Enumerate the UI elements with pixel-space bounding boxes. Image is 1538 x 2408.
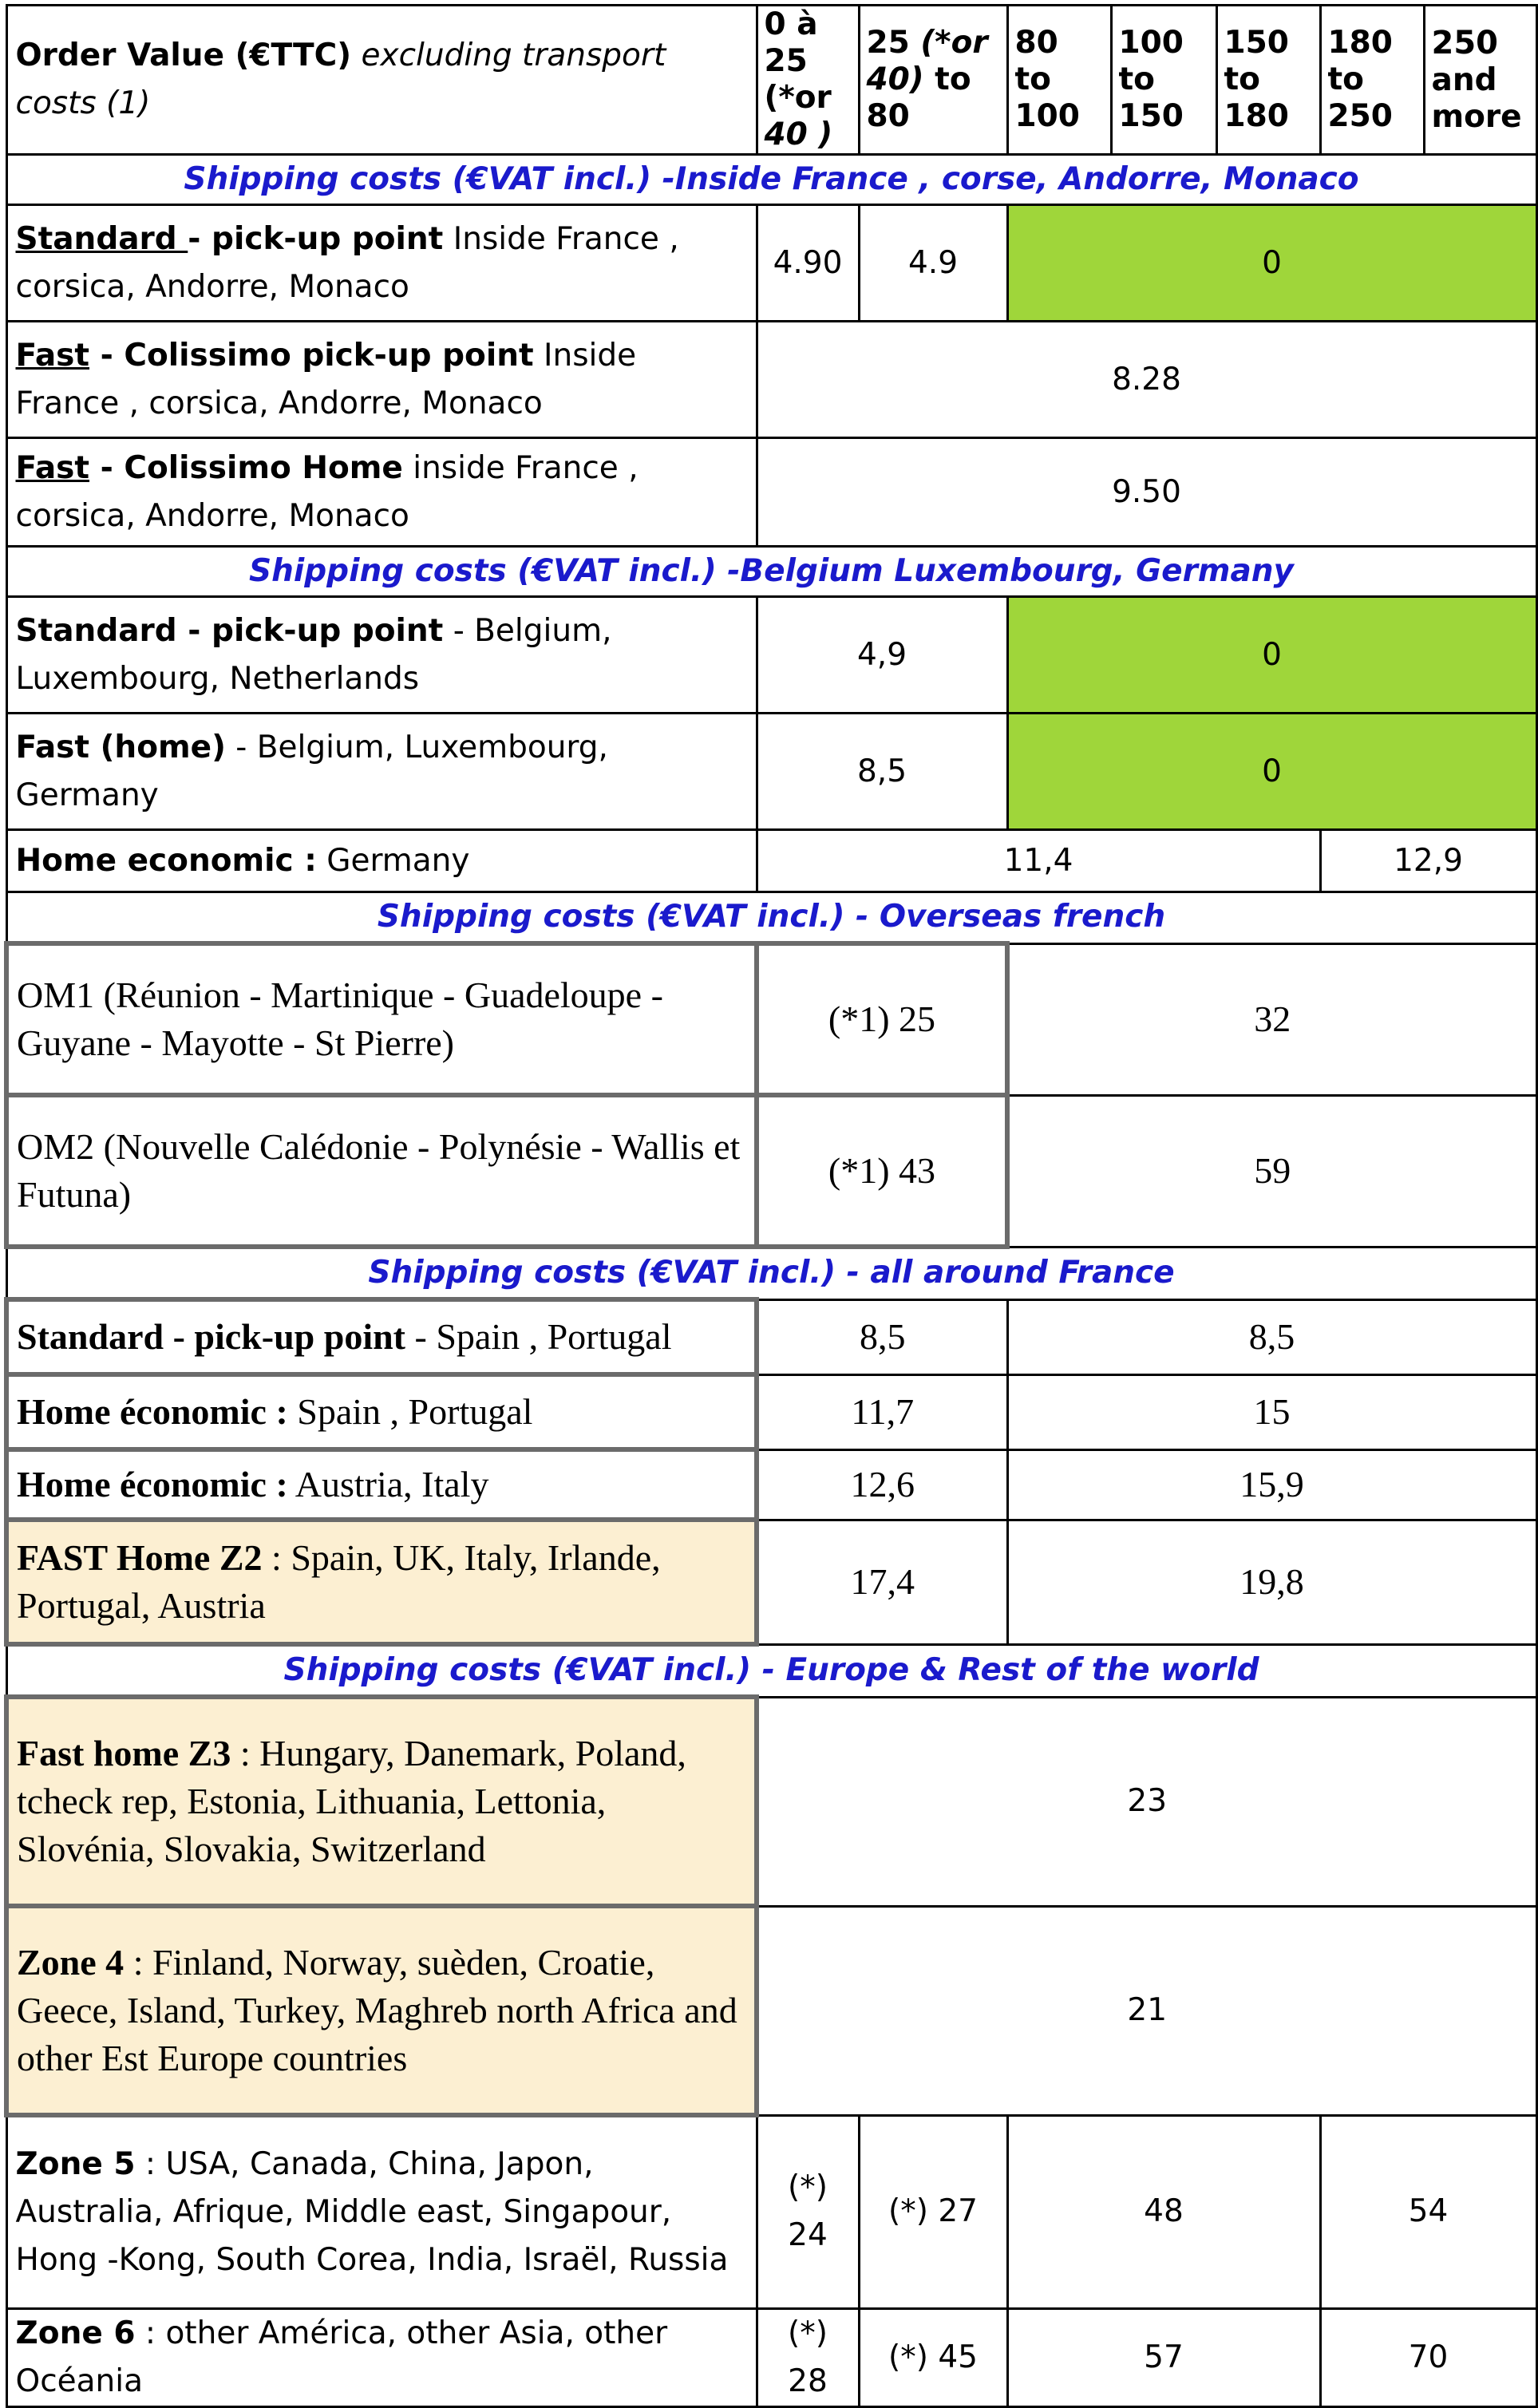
section-title: Shipping costs (€VAT incl.) - Overseas french — [6, 892, 1536, 944]
value-cell: 12,9 — [1320, 830, 1536, 892]
value-cell: (*) 28 — [757, 2308, 859, 2406]
shipping-rates-sheet — [4, 4, 1538, 2408]
col-header-80-100: 80 to 100 — [1007, 6, 1111, 155]
table-row — [6, 1906, 1536, 2115]
section-overseas — [6, 892, 1536, 944]
table-row — [6, 943, 1536, 1095]
value-cell: 8,5 — [1007, 1299, 1536, 1374]
value-cell: 70 — [1320, 2308, 1536, 2406]
table-row — [6, 2115, 1536, 2308]
table-row — [6, 1520, 1536, 1644]
value-cell: 4.90 — [757, 205, 859, 322]
row-label: Standard - pick-up point - Belgium, Luxembourg, Netherlands — [6, 597, 757, 714]
section-around-france — [6, 1247, 1536, 1299]
value-cell: 19,8 — [1007, 1520, 1536, 1644]
value-cell: 15,9 — [1007, 1449, 1536, 1520]
value-cell-free: 0 — [1007, 714, 1536, 830]
table-row — [6, 1374, 1536, 1449]
col-header-180-250: 180 to 250 — [1320, 6, 1424, 155]
row-label: Home économic : Spain , Portugal — [6, 1374, 757, 1449]
value-cell: (*1) 43 — [757, 1095, 1007, 1247]
header-row — [6, 6, 1536, 155]
value-cell-free: 0 — [1007, 205, 1536, 322]
section-title: Shipping costs (€VAT incl.) - Europe & Rest of the world — [6, 1644, 1536, 1697]
row-label: Fast home Z3 : Hungary, Danemark, Poland, tcheck rep, Estonia, Lithuania, Lettonia, Slovénia, Slovakia, Switzerland — [6, 1697, 757, 1906]
value-cell: (*) 27 — [859, 2115, 1007, 2308]
order-value-header: Order Value (€TTC) excluding transport costs (1) — [6, 6, 757, 155]
value-cell: 8,5 — [757, 714, 1007, 830]
row-label: Standard - pick-up point Inside France , corsica, Andorre, Monaco — [6, 205, 757, 322]
value-cell: 4.9 — [859, 205, 1007, 322]
section-france — [6, 155, 1536, 205]
row-label: Home économic : Austria, Italy — [6, 1449, 757, 1520]
col-header-0-25: 0 à 25 (*or 40 ) — [757, 6, 859, 155]
table-row — [6, 1697, 1536, 1906]
value-cell-free: 0 — [1007, 597, 1536, 714]
table-row — [6, 322, 1536, 438]
value-cell: 11,7 — [757, 1374, 1007, 1449]
section-benelux — [6, 547, 1536, 597]
table-row — [6, 205, 1536, 322]
table-row — [6, 597, 1536, 714]
col-header-25-80: 25 (*or 40) to 80 — [859, 6, 1007, 155]
row-label: FAST Home Z2 : Spain, UK, Italy, Irlande, Portugal, Austria — [6, 1520, 757, 1644]
value-cell: (*) 45 — [859, 2308, 1007, 2406]
section-title: Shipping costs (€VAT incl.) -Inside France , corse, Andorre, Monaco — [6, 155, 1536, 205]
table-row — [6, 1095, 1536, 1247]
col-header-250-more: 250 and more — [1424, 6, 1536, 155]
value-cell: 59 — [1007, 1095, 1536, 1247]
row-label: Fast - Colissimo pick-up point Inside France , corsica, Andorre, Monaco — [6, 322, 757, 438]
value-cell: 32 — [1007, 943, 1536, 1095]
table-row — [6, 714, 1536, 830]
row-label: Zone 4 : Finland, Norway, suèden, Croatie, Geece, Island, Turkey, Maghreb north Africa and other Est Europe countries — [6, 1906, 757, 2115]
table-row — [6, 438, 1536, 547]
row-label: Standard - pick-up point - Spain , Portugal — [6, 1299, 757, 1374]
value-cell: 9.50 — [757, 438, 1536, 547]
section-title: Shipping costs (€VAT incl.) -Belgium Luxembourg, Germany — [6, 547, 1536, 597]
value-cell: 48 — [1007, 2115, 1320, 2308]
row-label: OM1 (Réunion - Martinique - Guadeloupe - Guyane - Mayotte - St Pierre) — [6, 943, 757, 1095]
table-row — [6, 830, 1536, 892]
value-cell: 4,9 — [757, 597, 1007, 714]
row-label: Zone 6 : other América, other Asia, other Océania — [6, 2308, 757, 2406]
row-label: OM2 (Nouvelle Calédonie - Polynésie - Wallis et Futuna) — [6, 1095, 757, 1247]
value-cell: 8,5 — [757, 1299, 1007, 1374]
table-row — [6, 1449, 1536, 1520]
row-label: Home economic : Germany — [6, 830, 757, 892]
value-cell: 17,4 — [757, 1520, 1007, 1644]
value-cell: 8.28 — [757, 322, 1536, 438]
shipping-rates-table — [4, 4, 1538, 2408]
col-header-100-150: 100 to 150 — [1111, 6, 1216, 155]
table-row — [6, 2308, 1536, 2406]
value-cell: (*) 24 — [757, 2115, 859, 2308]
value-cell: 54 — [1320, 2115, 1536, 2308]
value-cell: 23 — [757, 1697, 1536, 1906]
row-label: Fast (home) - Belgium, Luxembourg, Germany — [6, 714, 757, 830]
table-row — [6, 1299, 1536, 1374]
section-world — [6, 1644, 1536, 1697]
value-cell: 15 — [1007, 1374, 1536, 1449]
row-label: Zone 5 : USA, Canada, China, Japon, Australia, Afrique, Middle east, Singapour, Hong -Kong, South Corea, India, Israël, Russia — [6, 2115, 757, 2308]
value-cell: 21 — [757, 1906, 1536, 2115]
section-title: Shipping costs (€VAT incl.) - all around France — [6, 1247, 1536, 1299]
value-cell: 11,4 — [757, 830, 1320, 892]
col-header-150-180: 150 to 180 — [1216, 6, 1320, 155]
value-cell: 12,6 — [757, 1449, 1007, 1520]
row-label: Fast - Colissimo Home inside France , corsica, Andorre, Monaco — [6, 438, 757, 547]
value-cell: 57 — [1007, 2308, 1320, 2406]
value-cell: (*1) 25 — [757, 943, 1007, 1095]
